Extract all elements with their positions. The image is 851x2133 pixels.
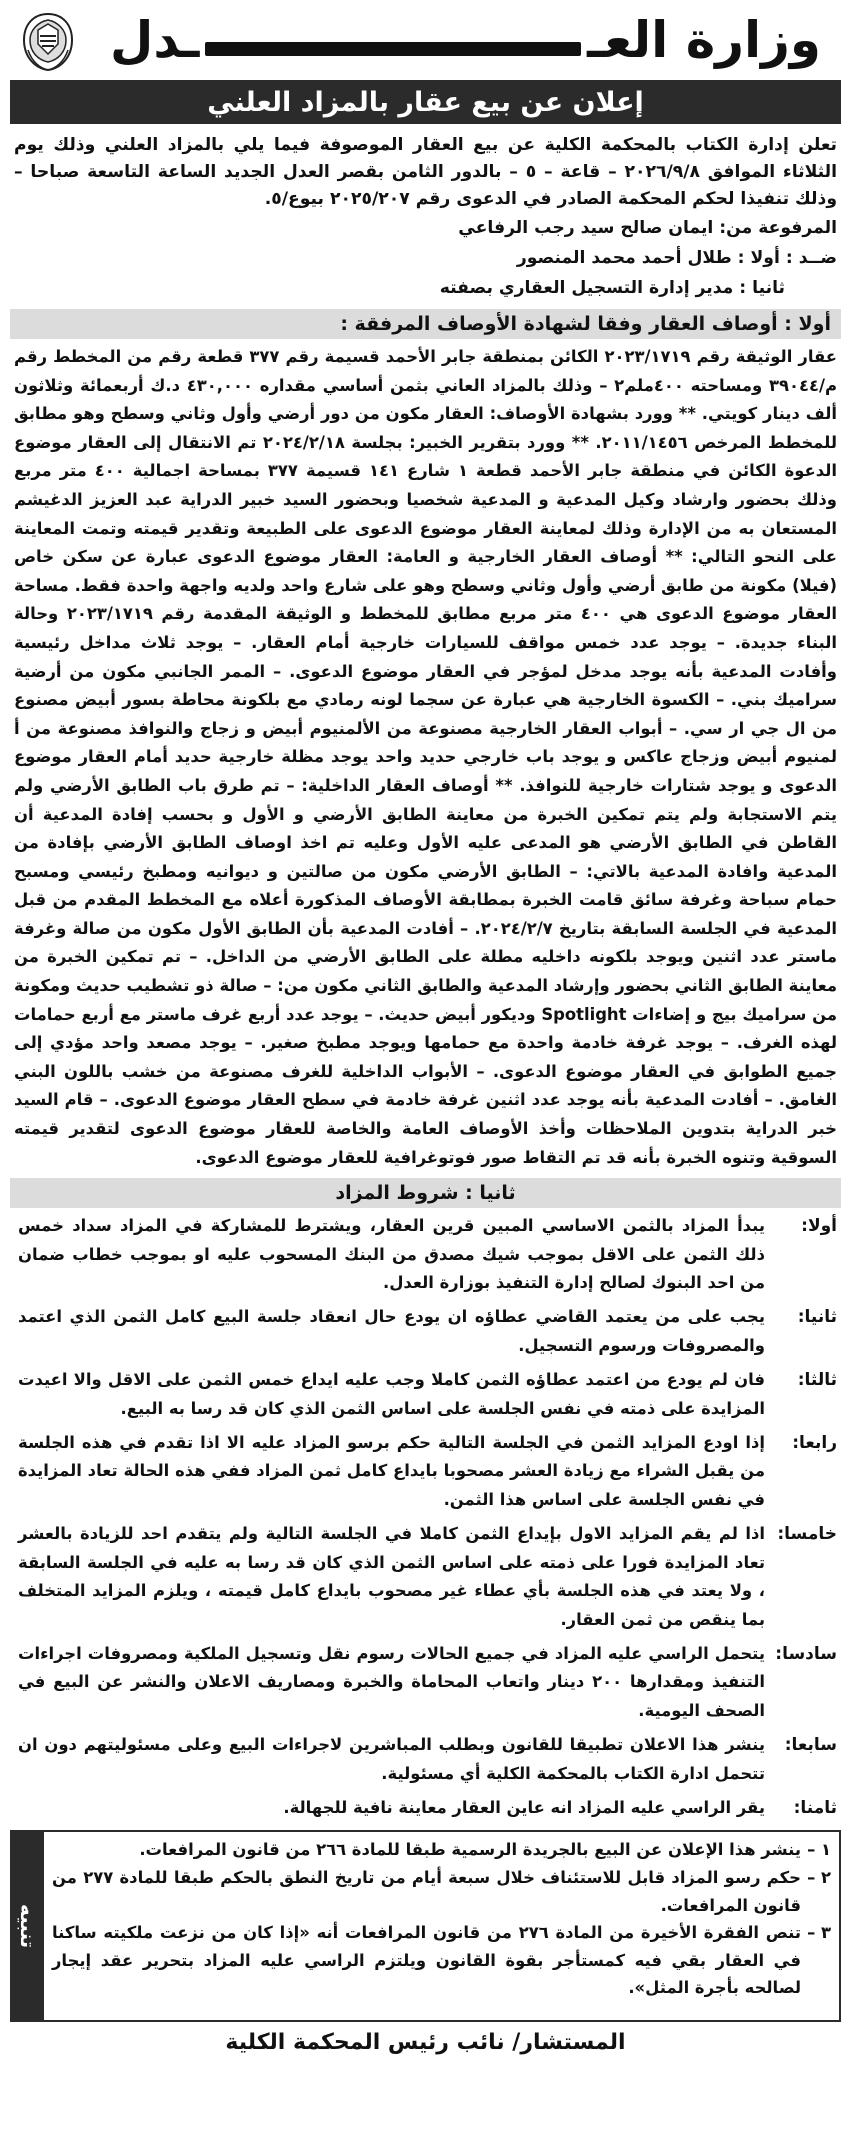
condition-item [10, 1429, 841, 1514]
condition-text: إذا اودع المزايد الثمن في الجلسة التالية حكم برسو المزاد عليه الا اذا تقدم في هذه الجلسة من يقبل الشراء مع زيادة العشر مصحوبا بايداع كامل ثمن المزاد ففي هذه الحالة تعاد المزايدة في نفس الجلسة على اساس هذا الثمن. [18, 1433, 765, 1509]
header [10, 6, 841, 74]
condition-label: ثالثا: [797, 1370, 837, 1391]
announcement-title: إعلان عن بيع عقار بالمزاد العلني [10, 80, 841, 124]
condition-label: ثانيا: [797, 1307, 837, 1328]
condition-label: أولا: [801, 1216, 837, 1237]
condition-item [10, 1303, 841, 1360]
notes-list [44, 1832, 839, 2020]
condition-label: سابعا: [784, 1735, 837, 1756]
defendant-first: ضــد : أولا : طلال أحمد محمد المنصور [516, 248, 837, 268]
note-number: ١ – [807, 1840, 831, 1860]
note-item [52, 1919, 831, 2002]
condition-label: خامسا: [777, 1524, 837, 1545]
note-text: ينشر هذا الإعلان عن البيع بالجريدة الرسمية طبقا للمادة ٢٦٦ من قانون المرافعات. [139, 1840, 801, 1860]
parties [10, 213, 841, 303]
signature: المستشار/ نائب رئيس المحكمة الكلية [225, 2030, 626, 2056]
intro-paragraph: تعلن إدارة الكتاب بالمحكمة الكلية عن بيع العقار الموصوفة فيما يلي بالمزاد العلني وذلك يوم الثلاثاء الموافق ٢٠٢٦/٩/٨ – قاعة – ٥ – بالدور الثامن بقصر العدل الجديد الساعة التاسعة صباحا – وذلك تنفيذا لحكم المحكمة الصادر في الدعوى رقم ٢٠٢٥/٢٠٧ بيوع/٥. [14, 135, 838, 209]
condition-item [10, 1731, 841, 1788]
condition-item [10, 1794, 841, 1822]
condition-text: فان لم يودع من اعتمد عطاؤه الثمن كاملا وجب عليه ايداع خمس الثمن على الاقل والا اعيدت المزايدة على ذمته في نفس الجلسة على اساس الثمن الذي كان قد رسا به البيع. [18, 1370, 765, 1418]
condition-label: رابعا: [792, 1433, 837, 1454]
condition-text: ينشر هذا الاعلان تطبيقا للقانون وبطلب المباشرين لاجراءات البيع وعلى مسئوليتهم دون ان تتحمل ادارة الكتاب بالمحكمة الكلية أي مسئولية. [18, 1735, 765, 1783]
ministry-title [110, 8, 821, 72]
note-number: ٣ – [807, 1923, 831, 1943]
condition-label: ثامنا: [793, 1797, 837, 1818]
condition-text: يجب على من يعتمد القاضي عطاؤه ان يودع حال انعقاد جلسة البيع كامل الثمن الذي اعتمد والمصروفات ورسوم التسجيل. [18, 1307, 765, 1355]
section-one-title: أولا : أوصاف العقار وفقا لشهادة الأوصاف المرفقة : [10, 309, 841, 339]
intro-section [10, 124, 841, 213]
note-item [52, 1836, 831, 1864]
title-elongation-bar [205, 42, 581, 56]
plaintiff: المرفوعة من: ايمان صالح سيد رجب الرفاعي [458, 218, 837, 238]
condition-item [10, 1212, 841, 1297]
auction-conditions [10, 1212, 841, 1822]
condition-text: يقر الراسي عليه المزاد انه عاين العقار معاينة نافية للجهالة. [283, 1797, 765, 1817]
notes-side-label: تنبيه [12, 1832, 44, 2020]
condition-text: اذا لم يقم المزايد الاول بإيداع الثمن كاملا في الجلسة التالية ولم يتقدم احد للزيادة بالعشر تعاد المزايدة فورا على ذمته على اساس الثمن الذي كان قد رسا به عليه في الجلسة السابقة ، ولا يعتد في هذه الجلسة بأي عطاء غير مصحوب بايداع كامل قيمته ، ويلزم المزايد المتخلف بما ينقص من ثمن العقار. [18, 1524, 765, 1629]
condition-item [10, 1366, 841, 1423]
section-two-title: ثانيا : شروط المزاد [10, 1178, 841, 1208]
note-item [52, 1864, 831, 1919]
defendant-second: ثانيا : مدير إدارة التسجيل العقاري بصفته [439, 278, 785, 298]
ministry-title-start: وزارة العـ [587, 11, 821, 69]
condition-text: يبدأ المزاد بالثمن الاساسي المبين قرين العقار، ويشترط للمشاركة في المزاد سداد خمس ذلك الثمن على الاقل بموجب شيك مصدق من البنك المسحوب عليه او بموجب خطاب ضمان من احد البنوك لصالح إدارة التنفيذ بوزارة العدل. [18, 1216, 765, 1293]
condition-item [10, 1640, 841, 1725]
notes-box [10, 1830, 841, 2022]
note-text: حكم رسو المزاد قابل للاستئناف خلال سبعة أيام من تاريخ النطق بالحكم طبقا للمادة ٢٧٧ من قانون المرافعات. [52, 1867, 801, 1915]
note-number: ٢ – [807, 1867, 831, 1887]
kuwait-emblem-icon [18, 10, 78, 74]
condition-item [10, 1520, 841, 1634]
condition-label: سادسا: [775, 1643, 837, 1664]
condition-text: يتحمل الراسي عليه المزاد في جميع الحالات رسوم نقل وتسجيل الملكية ومصروفات اجراءات التنفيذ ومقدارها ٢٠٠ دينار واتعاب المحاماة والخبرة ومصاريف الاعلان والنشر عن البيع في الصحف اليومية. [18, 1643, 765, 1720]
property-description: عقار الوثيقة رقم ٢٠٢٣/١٧١٩ الكائن بمنطقة جابر الأحمد قسيمة رقم ٣٧٧ قطعة رقم من المخطط رقم م/٣٩٠٤٤ ومساحته ٤٠٠ملم٢ – وذلك بالمزاد العاني بثمن أساسي مقداره ٤٣٠,٠٠٠ د.ك أربعمائة وثلاثون ألف دينار كويتي. ** وورد بشهادة الأوصاف: العقار مكون من دور أرضي وأول وثاني وسطح وهو مطابق للمخطط المرخص ٢٠١١/١٤٥٦. ** وورد بتقرير الخبير: بجلسة ٢٠٢٤/٢/١٨ تم الانتقال إلى العقار موضوع الدعوة الكائن في منطقة جابر الأحمد قطعة ١ شارع ١٤١ قسيمة ٣٧٧ بمساحة اجمالية ٤٠٠ متر مربع وذلك بحضور وارشاد وكيل المدعية و المدعية شخصيا وبحضور السيد خبير الدراية عبد العزيز الدغيشم المستعان به من الإدارة وذلك لمعاينة العقار موضوع الدعوى على الطبيعة وتقدير قيمته وتمت المعاينة على النحو التالي: ** أوصاف العقار الخارجية و العامة: العقار موضوع الدعوى عبارة عن سكن خاص (فيلا) مكونة من طابق أرضي وأول وثاني وسطح وهو على شارع واحد ولديه واجهة واحدة فقط. مساحة العقار موضوع الدعوى هي ٤٠٠ متر مربع مطابق للمخطط و الوثيقة المقدمة رقم ٢٠٢٣/١٧١٩ وحالة البناء جديدة. – يوجد عدد خمس مواقف للسيارات خارجية أمام العقار. – يوجد ثلاث مداخل رئيسية وأفادت المدعية بأنه يوجد مدخل لمؤجر في العقار موضوع الدعوى. – الممر الجانبي مكون من أرضية سراميك بني. – الكسوة الخارجية هي عبارة عن سجما لونه رمادي مع بلكونة محاطة بسور أبيض مصنوع من ال جي ار سي. – أبواب العقار الخارجية مصنوعة من الألمنيوم أبيض و زجاج والنوافذ مصنوعة من أ لمنيوم أبيض وزجاج عاكس و يوجد باب خارجي حديد واحد يوجد مظلة خارجية حديد أمام العقار موضوع الدعوى و يوجد شتارات خارجية للنوافذ. ** أوصاف العقار الداخلية: – تم طرق باب الطابق الأرضي ولم يتم الاستجابة ولم يتم تمكين الخبرة من معاينة الطابق الأرضي و الأول و بحسب إفادة المدعية أن القاطن في الطابق الأرضي هو المدعى عليه الأول وعليه تم اخذ اوصاف الطابق الأرضي بإفادة من المدعية وافادة المدعية بالاتي: – الطابق الأرضي مكون من صالتين و ديوانيه ومطبخ رئيسي ومسبح حمام سباحة وغرفة سائق قامت الخبرة بمطابقة الأوصاف المذكورة أعلاه مع المخطط المقدم من قبل المدعية في الجلسة السابقة بتاريخ ٢٠٢٤/٢/٧. – أفادت المدعية بأن الطابق الأول مكون من صالة وغرفة ماستر عدد اثنين ويوجد بلكونه داخليه مطلة على الطابق الأرضي من الداخل. – تم تمكين الخبرة من معاينة الطابق الثاني بحضور وإرشاد المدعية والطابق الثاني مكون من: – صالة ذو تشطيب حديث ومكونة من سراميك بيج و إضاءات Spotlight وديكور أبيض حديث. – يوجد عدد أربع غرف ماستر مع أربع حمامات لهذه الغرف. – يوجد غرفة خادمة واحدة مع حمامها ويوجد مطبخ صغير. – يوجد مصعد واحد مؤدي إلى جميع الطوابق في العقار موضوع الدعوى. – الأبواب الداخلية للغرف مصنوعة من خشب باللون البني الغامق. – أفادت المدعية بأنه يوجد عدد اثنين غرفة خادمة في سطح العقار موضوع الدعوى. – قام السيد خبر الدراية بتدوين الملاحظات وأخذ الأوصاف العامة والخاصة للعقار موضوع الدعوى لتقدير قيمته السوقية وتنوه الخبرة بأنه قد تم التقاط صور فوتوغرافية للعقار موضوع الدعوى. [14, 347, 838, 1167]
note-text: تنص الفقرة الأخيرة من المادة ٢٧٦ من قانون المرافعات أنه «إذا كان من نزعت ملكيته ساكنا في العقار بقي فيه كمستأجر بقوة القانون ويلتزم الراسي عليه المزاد بتحرير عقد إيجار لصالحه بأجرة المثل». [52, 1923, 802, 1998]
ministry-title-end: ـدل [110, 11, 200, 69]
